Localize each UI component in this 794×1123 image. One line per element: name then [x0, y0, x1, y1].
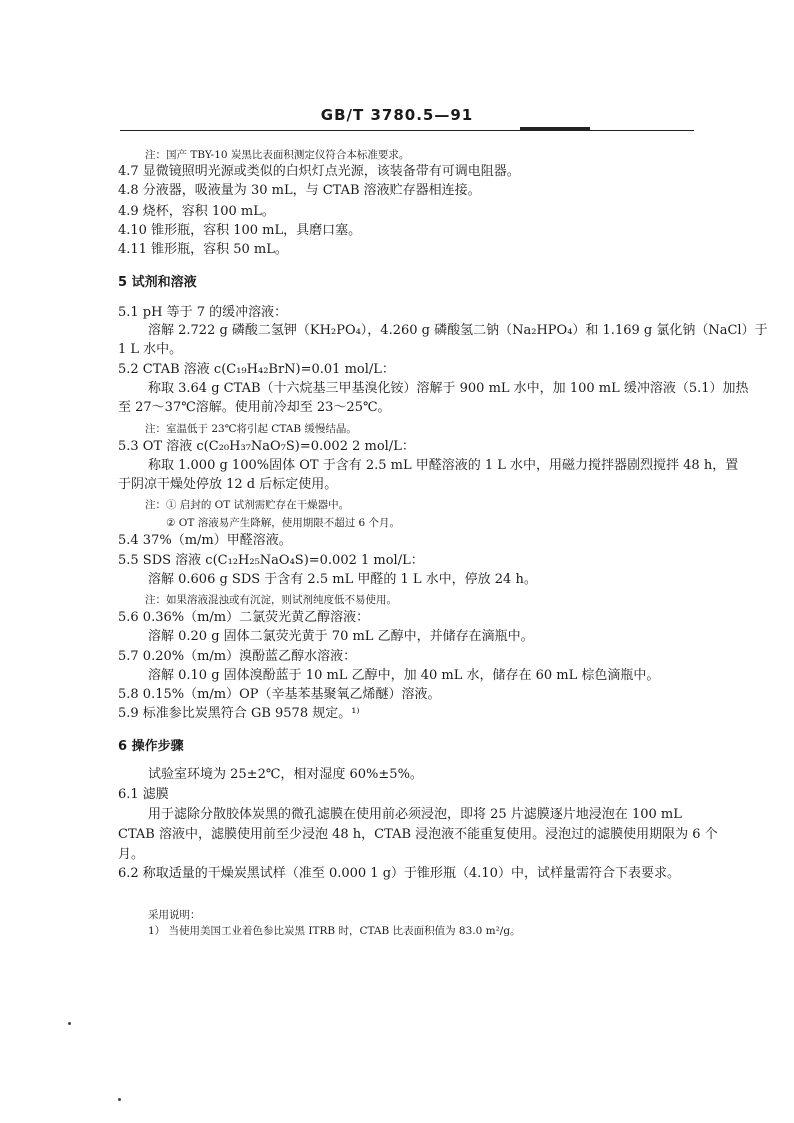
item-5-8: 5.8 0.15%（m/m）OP（辛基苯基聚氧乙烯醚）溶液。 — [118, 687, 441, 702]
item-5-2: 5.2 CTAB 溶液 c(C₁₉H₄₂BrN)=0.01 mol/L： — [118, 362, 395, 377]
item-5-3-note-1: 注：① 启封的 OT 试剂需贮存在干燥器中。 — [145, 499, 350, 511]
item-6-1-body-c: 月。 — [118, 847, 145, 862]
footnote-title: 采用说明： — [148, 909, 201, 921]
item-5-3-body-a: 称取 1.000 g 100%固体 OT 于含有 2.5 mL 甲醛溶液的 1 L 水中，用磁力搅拌器剧烈搅拌 48 h，置 — [148, 458, 739, 473]
item-5-6-body: 溶解 0.20 g 固体二氯荧光黄于 70 mL 乙醇中，并储存在滴瓶中。 — [148, 629, 534, 644]
scan-speck — [68, 1022, 71, 1025]
item-5-3-note-2: ② OT 溶液易产生降解，使用期限不超过 6 个月。 — [166, 517, 401, 529]
item-5-2-body-b: 至 27～37℃溶解。使用前冷却至 23～25℃。 — [118, 400, 391, 415]
item-4-7: 4.7 显微镜照明光源或类似的白炽灯点光源，该装备带有可调电阻器。 — [118, 164, 520, 179]
item-4-9: 4.9 烧杯，容积 100 mL。 — [118, 204, 275, 219]
item-5-1-body-a: 溶解 2.722 g 磷酸二氢钾（KH₂PO₄），4.260 g 磷酸氢二钠（Na₂HPO₄）和 1.169 g 氯化钠（NaCl）于 — [148, 323, 768, 338]
item-4-11: 4.11 锥形瓶，容积 50 mL。 — [118, 242, 288, 257]
item-6-1-body-b: CTAB 溶液中，滤膜使用前至少浸泡 48 h，CTAB 浸泡液不能重复使用。浸泡过的滤膜使用期限为 6 个 — [118, 827, 718, 842]
item-4-10: 4.10 锥形瓶，容积 100 mL，具磨口塞。 — [118, 223, 362, 238]
section-6-heading: 6 操作步骤 — [118, 739, 184, 754]
section-5-heading: 5 试剂和溶液 — [118, 275, 197, 290]
item-6-1: 6.1 滤膜 — [118, 787, 169, 802]
item-5-6: 5.6 0.36%（m/m）二氯荧光黄乙醇溶液： — [118, 610, 370, 625]
item-5-2-body-a: 称取 3.64 g CTAB（十六烷基三甲基溴化铵）溶解于 900 mL 水中，加 100 mL 缓冲溶液（5.1）加热 — [148, 381, 749, 396]
item-5-7-body: 溶解 0.10 g 固体溴酚蓝于 10 mL 乙醇中，加 40 mL 水，储存在 60 mL 棕色滴瓶中。 — [148, 668, 660, 683]
item-6-environment: 试验室环境为 25±2℃，相对湿度 60%±5%。 — [148, 767, 423, 782]
item-4-8: 4.8 分液器，吸液量为 30 mL，与 CTAB 溶液贮存器相连接。 — [118, 183, 481, 198]
item-6-1-body-a: 用于滤除分散胶体炭黑的微孔滤膜在使用前必须浸泡，即将 25 片滤膜逐片地浸泡在 100 mL — [148, 807, 682, 822]
item-5-2-note: 注：室温低于 23℃将引起 CTAB 缓慢结晶。 — [145, 423, 357, 435]
item-5-1-body-b: 1 L 水中。 — [118, 342, 183, 357]
header-rule-accent — [520, 127, 590, 130]
item-5-5-note: 注：如果溶液混浊或有沉淀，则试剂纯度低不易使用。 — [145, 594, 397, 606]
item-5-9: 5.9 标准参比炭黑符合 GB 9578 规定。¹⁾ — [118, 706, 360, 721]
item-5-3-body-b: 于阴凉干燥处停放 12 d 后标定使用。 — [118, 477, 338, 492]
item-5-5: 5.5 SDS 溶液 c(C₁₂H₂₅NaO₄S)=0.002 1 mol/L： — [118, 553, 424, 568]
standard-code-header: GB/T 3780.5—91 — [320, 106, 474, 124]
item-6-2: 6.2 称取适量的干燥炭黑试样（准至 0.000 1 g）于锥形瓶（4.10）中，试样量需符合下表要求。 — [118, 866, 680, 881]
item-5-4: 5.4 37%（m/m）甲醛溶液。 — [118, 533, 292, 548]
scan-speck — [118, 1098, 121, 1101]
item-5-3: 5.3 OT 溶液 c(C₂₀H₃₇NaO₇S)=0.002 2 mol/L： — [118, 439, 415, 454]
header-rule — [120, 130, 694, 131]
footnote-text: 1） 当使用美国工业着色参比炭黑 ITRB 时，CTAB 比表面积值为 83.0 m²/g。 — [148, 925, 521, 937]
item-5-7: 5.7 0.20%（m/m）溴酚蓝乙醇水溶液： — [118, 649, 357, 664]
item-5-1: 5.1 pH 等于 7 的缓冲溶液： — [118, 305, 288, 320]
item-5-5-body: 溶解 0.606 g SDS 于含有 2.5 mL 甲醛的 1 L 水中，停放 24 h。 — [148, 572, 537, 587]
note-tby: 注：国产 TBY-10 炭黑比表面积测定仪符合本标准要求。 — [145, 149, 410, 161]
